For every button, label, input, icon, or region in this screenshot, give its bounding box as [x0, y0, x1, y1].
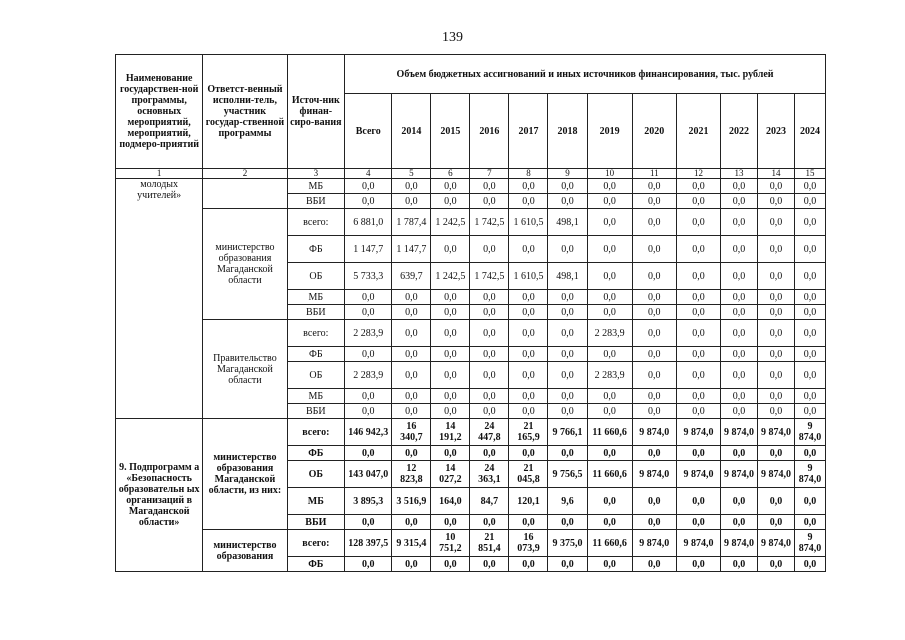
header-year: 2023: [758, 94, 795, 169]
value-cell: 0,0: [721, 320, 758, 347]
value-cell: 0,0: [587, 263, 632, 290]
value-cell: 24 447,8: [470, 419, 509, 446]
header-funding-title: Объем бюджетных ассигнований и иных источников финансирования, тыс. рублей: [345, 55, 826, 94]
value-cell: 0,0: [676, 389, 720, 404]
value-cell: 0,0: [676, 179, 720, 194]
value-cell: 0,0: [345, 347, 392, 362]
value-cell: 0,0: [548, 404, 587, 419]
value-cell: 0,0: [548, 389, 587, 404]
funding-source-cell: МБ: [287, 389, 345, 404]
value-cell: 0,0: [470, 194, 509, 209]
value-cell: 0,0: [758, 305, 795, 320]
funding-source-cell: всего:: [287, 320, 345, 347]
value-cell: 0,0: [548, 515, 587, 530]
value-cell: 120,1: [509, 488, 548, 515]
value-cell: 0,0: [795, 404, 826, 419]
value-cell: 3 516,9: [392, 488, 431, 515]
value-cell: 0,0: [509, 179, 548, 194]
value-cell: 0,0: [676, 488, 720, 515]
value-cell: 9 874,0: [632, 530, 676, 557]
value-cell: 0,0: [795, 194, 826, 209]
value-cell: 0,0: [509, 515, 548, 530]
value-cell: 0,0: [676, 305, 720, 320]
column-number: 13: [721, 169, 758, 179]
value-cell: 0,0: [392, 290, 431, 305]
value-cell: 0,0: [470, 389, 509, 404]
value-cell: 0,0: [431, 347, 470, 362]
value-cell: 9 874,0: [632, 461, 676, 488]
executor-cell: министерство образования Магаданской области, из них:: [203, 419, 287, 530]
header-year: 2015: [431, 94, 470, 169]
value-cell: 0,0: [548, 236, 587, 263]
value-cell: 0,0: [392, 320, 431, 347]
value-cell: 0,0: [676, 362, 720, 389]
value-cell: 84,7: [470, 488, 509, 515]
value-cell: 498,1: [548, 209, 587, 236]
value-cell: 0,0: [431, 362, 470, 389]
value-cell: 0,0: [470, 446, 509, 461]
value-cell: 0,0: [431, 179, 470, 194]
value-cell: 0,0: [758, 209, 795, 236]
value-cell: 0,0: [431, 320, 470, 347]
value-cell: 143 047,0: [345, 461, 392, 488]
value-cell: 0,0: [431, 389, 470, 404]
header-year: 2016: [470, 94, 509, 169]
value-cell: 0,0: [632, 194, 676, 209]
value-cell: 0,0: [509, 194, 548, 209]
value-cell: 0,0: [632, 347, 676, 362]
value-cell: 0,0: [345, 557, 392, 572]
value-cell: 9 874,0: [795, 530, 826, 557]
value-cell: 2 283,9: [587, 320, 632, 347]
value-cell: 1 147,7: [392, 236, 431, 263]
table-row: [116, 209, 826, 236]
value-cell: 0,0: [721, 389, 758, 404]
funding-source-cell: ОБ: [287, 461, 345, 488]
value-cell: 16 073,9: [509, 530, 548, 557]
value-cell: 0,0: [676, 515, 720, 530]
value-cell: 0,0: [795, 362, 826, 389]
value-cell: 9 874,0: [721, 530, 758, 557]
value-cell: 0,0: [587, 515, 632, 530]
value-cell: 0,0: [470, 362, 509, 389]
value-cell: 0,0: [587, 446, 632, 461]
value-cell: 0,0: [795, 236, 826, 263]
value-cell: 0,0: [721, 362, 758, 389]
column-number: 3: [287, 169, 345, 179]
header-year: Всего: [345, 94, 392, 169]
value-cell: 0,0: [758, 557, 795, 572]
program-name-cell: молодых учителей»: [116, 179, 203, 419]
value-cell: 2 283,9: [587, 362, 632, 389]
table-row: [116, 320, 826, 347]
value-cell: 2 283,9: [345, 362, 392, 389]
value-cell: 0,0: [345, 515, 392, 530]
value-cell: 1 147,7: [345, 236, 392, 263]
value-cell: 0,0: [721, 263, 758, 290]
value-cell: 0,0: [721, 488, 758, 515]
value-cell: 0,0: [548, 305, 587, 320]
value-cell: 0,0: [758, 179, 795, 194]
value-cell: 0,0: [587, 347, 632, 362]
value-cell: 0,0: [758, 404, 795, 419]
value-cell: 0,0: [509, 290, 548, 305]
value-cell: 0,0: [676, 557, 720, 572]
value-cell: 0,0: [470, 320, 509, 347]
value-cell: 9 874,0: [632, 419, 676, 446]
value-cell: 0,0: [721, 209, 758, 236]
header-year: 2017: [509, 94, 548, 169]
funding-source-cell: всего:: [287, 419, 345, 446]
value-cell: 11 660,6: [587, 461, 632, 488]
value-cell: 5 733,3: [345, 263, 392, 290]
value-cell: 146 942,3: [345, 419, 392, 446]
value-cell: 0,0: [345, 446, 392, 461]
executor-cell: [203, 179, 287, 209]
funding-source-cell: ОБ: [287, 263, 345, 290]
column-number: 11: [632, 169, 676, 179]
value-cell: 10 751,2: [431, 530, 470, 557]
value-cell: 0,0: [632, 362, 676, 389]
value-cell: 0,0: [676, 347, 720, 362]
value-cell: 0,0: [758, 347, 795, 362]
value-cell: 9 874,0: [676, 461, 720, 488]
funding-source-cell: ФБ: [287, 347, 345, 362]
value-cell: 0,0: [470, 404, 509, 419]
value-cell: 0,0: [758, 320, 795, 347]
value-cell: 0,0: [632, 305, 676, 320]
value-cell: 0,0: [587, 194, 632, 209]
value-cell: 0,0: [587, 179, 632, 194]
value-cell: 0,0: [758, 290, 795, 305]
value-cell: 0,0: [587, 389, 632, 404]
value-cell: 0,0: [587, 488, 632, 515]
value-cell: 0,0: [587, 290, 632, 305]
value-cell: 0,0: [676, 263, 720, 290]
value-cell: 0,0: [676, 446, 720, 461]
header-funding-source: Источ-ник финан-сиро-вания: [287, 55, 345, 169]
value-cell: 2 283,9: [345, 320, 392, 347]
value-cell: 0,0: [392, 404, 431, 419]
value-cell: 0,0: [470, 305, 509, 320]
value-cell: 1 242,5: [431, 209, 470, 236]
value-cell: 0,0: [795, 515, 826, 530]
value-cell: 0,0: [632, 290, 676, 305]
program-name-cell: 9. Подпрограмм а «Безопасность образовательн ых организаций в Магаданской области»: [116, 419, 203, 572]
value-cell: 0,0: [587, 404, 632, 419]
funding-source-cell: МБ: [287, 290, 345, 305]
funding-source-cell: ОБ: [287, 362, 345, 389]
value-cell: 0,0: [676, 209, 720, 236]
executor-cell: Правительство Магаданской области: [203, 320, 287, 419]
value-cell: 0,0: [345, 194, 392, 209]
value-cell: 0,0: [470, 515, 509, 530]
column-number: 2: [203, 169, 287, 179]
value-cell: 0,0: [392, 362, 431, 389]
value-cell: 0,0: [721, 194, 758, 209]
header-year: 2021: [676, 94, 720, 169]
funding-source-cell: ФБ: [287, 557, 345, 572]
value-cell: 9 874,0: [676, 530, 720, 557]
funding-source-cell: всего:: [287, 530, 345, 557]
value-cell: 9 874,0: [795, 461, 826, 488]
table-row: [116, 179, 826, 194]
header-year: 2024: [795, 94, 826, 169]
value-cell: 0,0: [392, 515, 431, 530]
value-cell: 0,0: [345, 389, 392, 404]
value-cell: 0,0: [676, 404, 720, 419]
value-cell: 11 660,6: [587, 419, 632, 446]
value-cell: 0,0: [758, 515, 795, 530]
column-number: 4: [345, 169, 392, 179]
value-cell: 9 874,0: [676, 419, 720, 446]
executor-cell: министерство образования Магаданской области: [203, 209, 287, 320]
column-number: 15: [795, 169, 826, 179]
value-cell: 0,0: [676, 290, 720, 305]
table-row: [116, 419, 826, 446]
value-cell: 0,0: [392, 194, 431, 209]
column-number: 14: [758, 169, 795, 179]
value-cell: 6 881,0: [345, 209, 392, 236]
value-cell: 0,0: [431, 557, 470, 572]
value-cell: 21 165,9: [509, 419, 548, 446]
value-cell: 1 242,5: [431, 263, 470, 290]
value-cell: 9 874,0: [758, 419, 795, 446]
funding-source-cell: ВБИ: [287, 404, 345, 419]
value-cell: 9 756,5: [548, 461, 587, 488]
funding-source-cell: ВБИ: [287, 515, 345, 530]
value-cell: 1 610,5: [509, 209, 548, 236]
value-cell: 24 363,1: [470, 461, 509, 488]
value-cell: 0,0: [470, 236, 509, 263]
value-cell: 0,0: [632, 263, 676, 290]
value-cell: 0,0: [587, 209, 632, 236]
header-year: 2019: [587, 94, 632, 169]
value-cell: 0,0: [758, 389, 795, 404]
value-cell: 0,0: [392, 557, 431, 572]
value-cell: 0,0: [548, 362, 587, 389]
value-cell: 0,0: [721, 557, 758, 572]
value-cell: 9 315,4: [392, 530, 431, 557]
value-cell: 0,0: [509, 362, 548, 389]
value-cell: 0,0: [632, 404, 676, 419]
value-cell: 0,0: [470, 557, 509, 572]
value-cell: 0,0: [721, 236, 758, 263]
funding-source-cell: МБ: [287, 488, 345, 515]
value-cell: 0,0: [795, 179, 826, 194]
value-cell: 128 397,5: [345, 530, 392, 557]
value-cell: 0,0: [392, 179, 431, 194]
value-cell: 0,0: [392, 389, 431, 404]
value-cell: 3 895,3: [345, 488, 392, 515]
value-cell: 1 742,5: [470, 209, 509, 236]
funding-source-cell: всего:: [287, 209, 345, 236]
value-cell: 16 340,7: [392, 419, 431, 446]
value-cell: 0,0: [470, 347, 509, 362]
value-cell: 639,7: [392, 263, 431, 290]
value-cell: 0,0: [721, 305, 758, 320]
value-cell: 14 027,2: [431, 461, 470, 488]
value-cell: 0,0: [795, 263, 826, 290]
value-cell: 21 045,8: [509, 461, 548, 488]
column-number: 5: [392, 169, 431, 179]
value-cell: 0,0: [632, 488, 676, 515]
value-cell: 0,0: [758, 263, 795, 290]
column-number: 7: [470, 169, 509, 179]
value-cell: 9 874,0: [721, 419, 758, 446]
value-cell: 0,0: [676, 236, 720, 263]
value-cell: 0,0: [795, 320, 826, 347]
value-cell: 0,0: [548, 446, 587, 461]
value-cell: 0,0: [509, 347, 548, 362]
value-cell: 0,0: [632, 515, 676, 530]
value-cell: 0,0: [345, 290, 392, 305]
value-cell: 0,0: [721, 290, 758, 305]
value-cell: 0,0: [795, 347, 826, 362]
value-cell: 0,0: [721, 446, 758, 461]
value-cell: 14 191,2: [431, 419, 470, 446]
budget-table: [115, 54, 826, 572]
value-cell: 0,0: [431, 446, 470, 461]
value-cell: 0,0: [795, 389, 826, 404]
table-body: [116, 179, 826, 572]
value-cell: 0,0: [470, 179, 509, 194]
value-cell: 0,0: [431, 290, 470, 305]
value-cell: 0,0: [632, 209, 676, 236]
value-cell: 0,0: [758, 488, 795, 515]
value-cell: 0,0: [587, 557, 632, 572]
value-cell: 0,0: [509, 404, 548, 419]
column-number: 6: [431, 169, 470, 179]
value-cell: 0,0: [509, 305, 548, 320]
column-number: 8: [509, 169, 548, 179]
value-cell: 0,0: [345, 305, 392, 320]
value-cell: 0,0: [548, 179, 587, 194]
value-cell: 0,0: [758, 236, 795, 263]
value-cell: 0,0: [431, 305, 470, 320]
executor-cell: министерство образования: [203, 530, 287, 572]
value-cell: 9 874,0: [721, 461, 758, 488]
header-program-name: Наименование государствен-ной программы, основных мероприятий, мероприятий, подмеро-приятий: [116, 55, 203, 169]
value-cell: 0,0: [632, 389, 676, 404]
value-cell: 9 375,0: [548, 530, 587, 557]
value-cell: 0,0: [587, 305, 632, 320]
value-cell: 1 787,4: [392, 209, 431, 236]
value-cell: 0,0: [587, 236, 632, 263]
value-cell: 12 823,8: [392, 461, 431, 488]
value-cell: 0,0: [795, 557, 826, 572]
value-cell: 9,6: [548, 488, 587, 515]
value-cell: 0,0: [509, 236, 548, 263]
value-cell: 0,0: [795, 209, 826, 236]
value-cell: 0,0: [632, 320, 676, 347]
column-number: 1: [116, 169, 203, 179]
funding-source-cell: МБ: [287, 179, 345, 194]
funding-source-cell: ФБ: [287, 236, 345, 263]
value-cell: 0,0: [431, 515, 470, 530]
value-cell: 0,0: [632, 557, 676, 572]
value-cell: 0,0: [548, 557, 587, 572]
column-number: 10: [587, 169, 632, 179]
header-executor: Ответст-венный исполни-тель, участник государ-ственной программы: [203, 55, 287, 169]
funding-source-cell: ВБИ: [287, 194, 345, 209]
value-cell: 0,0: [509, 320, 548, 347]
value-cell: 0,0: [345, 404, 392, 419]
value-cell: 0,0: [721, 347, 758, 362]
header-year: 2022: [721, 94, 758, 169]
value-cell: 9 874,0: [758, 530, 795, 557]
page-number: 139: [442, 30, 463, 45]
value-cell: 0,0: [392, 446, 431, 461]
column-number: 9: [548, 169, 587, 179]
table-header: [116, 55, 826, 179]
value-cell: 0,0: [795, 290, 826, 305]
value-cell: 9 874,0: [795, 419, 826, 446]
value-cell: 0,0: [721, 515, 758, 530]
value-cell: 164,0: [431, 488, 470, 515]
value-cell: 11 660,6: [587, 530, 632, 557]
value-cell: 0,0: [676, 194, 720, 209]
value-cell: 0,0: [548, 290, 587, 305]
value-cell: 21 851,4: [470, 530, 509, 557]
value-cell: 0,0: [345, 179, 392, 194]
value-cell: 0,0: [676, 320, 720, 347]
funding-source-cell: ВБИ: [287, 305, 345, 320]
value-cell: 0,0: [795, 446, 826, 461]
value-cell: 0,0: [509, 389, 548, 404]
value-cell: 0,0: [632, 236, 676, 263]
value-cell: 0,0: [431, 404, 470, 419]
table-row: [116, 530, 826, 557]
funding-source-cell: ФБ: [287, 446, 345, 461]
value-cell: 0,0: [795, 305, 826, 320]
header-year: 2014: [392, 94, 431, 169]
value-cell: 9 874,0: [758, 461, 795, 488]
value-cell: 0,0: [548, 194, 587, 209]
value-cell: 0,0: [795, 488, 826, 515]
value-cell: 0,0: [392, 305, 431, 320]
value-cell: 1 610,5: [509, 263, 548, 290]
value-cell: 498,1: [548, 263, 587, 290]
value-cell: 0,0: [548, 347, 587, 362]
value-cell: 0,0: [509, 557, 548, 572]
header-year: 2018: [548, 94, 587, 169]
value-cell: 0,0: [470, 290, 509, 305]
value-cell: 0,0: [509, 446, 548, 461]
value-cell: 0,0: [431, 194, 470, 209]
value-cell: 0,0: [758, 362, 795, 389]
value-cell: 0,0: [758, 446, 795, 461]
column-number: 12: [676, 169, 720, 179]
header-year: 2020: [632, 94, 676, 169]
value-cell: 0,0: [392, 347, 431, 362]
value-cell: 0,0: [632, 446, 676, 461]
value-cell: 0,0: [721, 179, 758, 194]
value-cell: 0,0: [548, 320, 587, 347]
value-cell: 0,0: [632, 179, 676, 194]
value-cell: 0,0: [758, 194, 795, 209]
value-cell: 0,0: [431, 236, 470, 263]
value-cell: 0,0: [721, 404, 758, 419]
value-cell: 1 742,5: [470, 263, 509, 290]
value-cell: 9 766,1: [548, 419, 587, 446]
